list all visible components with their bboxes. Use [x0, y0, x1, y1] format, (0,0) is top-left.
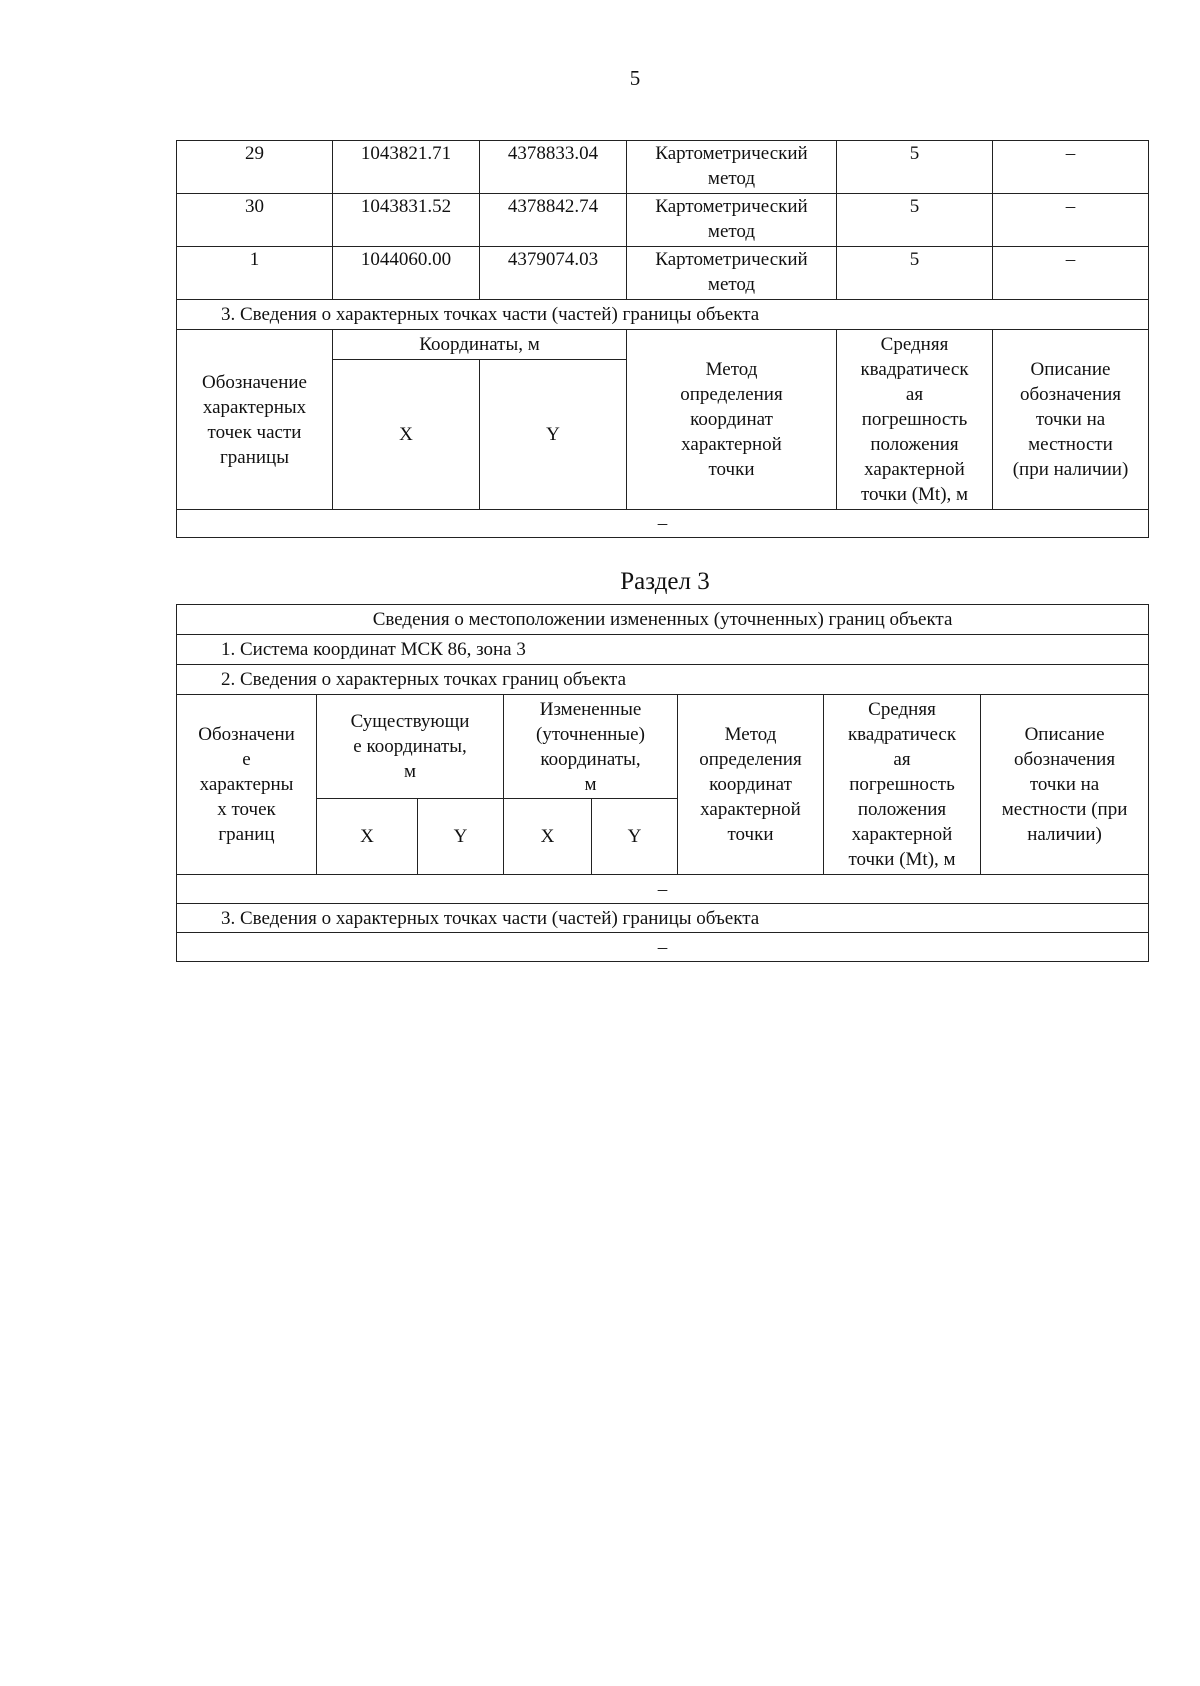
- table-row: [177, 875, 1149, 904]
- point-id-cell: 30: [177, 194, 333, 247]
- changed-y-header: Y: [592, 799, 678, 875]
- description-cell: –: [993, 141, 1149, 194]
- part-heading: 3. Сведения о характерных точках части (частей) границы объекта: [177, 904, 1149, 933]
- designation-header: Обозначени е характерны х точек границ: [177, 695, 317, 875]
- existing-x-header: X: [317, 799, 418, 875]
- part-heading: 3. Сведения о характерных точках части (частей) границы объекта: [177, 300, 1149, 330]
- coordinate-system: 1. Система координат МСК 86, зона 3: [177, 635, 1149, 665]
- section-title: Раздел 3: [620, 568, 710, 595]
- header-row: [177, 695, 1149, 799]
- description-header: Описание обозначения точки на местности (при наличии): [993, 330, 1149, 510]
- description-header: Описание обозначения точки на местности (при наличии): [981, 695, 1149, 875]
- method-header: Метод определения координат характерной точки: [627, 330, 837, 510]
- error-cell: 5: [837, 247, 993, 300]
- y-coordinate-cell: 4379074.03: [480, 247, 627, 300]
- heading-row: [177, 635, 1149, 665]
- table-row: [177, 141, 1149, 194]
- error-cell: 5: [837, 141, 993, 194]
- empty-row-dash: –: [177, 510, 1149, 538]
- error-header: Средняя квадратическ ая погрешность положения характерной точки (Mt), м: [824, 695, 981, 875]
- table-row: [177, 510, 1149, 538]
- method-cell: Картометрический метод: [627, 141, 837, 194]
- y-coordinate-cell: 4378842.74: [480, 194, 627, 247]
- section-heading: Сведения о местоположении измененных (уточненных) границ объекта: [177, 605, 1149, 635]
- changed-boundaries-table: [176, 604, 1149, 962]
- method-cell: Картометрический метод: [627, 194, 837, 247]
- x-header: X: [333, 360, 480, 510]
- heading-row: [177, 665, 1149, 695]
- table-row: [177, 933, 1149, 962]
- empty-row-dash: –: [177, 875, 1149, 904]
- point-id-cell: 1: [177, 247, 333, 300]
- x-coordinate-cell: 1043821.71: [333, 141, 480, 194]
- table-row: [177, 194, 1149, 247]
- point-id-cell: 29: [177, 141, 333, 194]
- y-coordinate-cell: 4378833.04: [480, 141, 627, 194]
- x-coordinate-cell: 1043831.52: [333, 194, 480, 247]
- existing-coordinates-header: Существующи е координаты, м: [317, 695, 504, 799]
- description-cell: –: [993, 194, 1149, 247]
- points-heading: 2. Сведения о характерных точках границ объекта: [177, 665, 1149, 695]
- part-heading-row: [177, 300, 1149, 330]
- description-cell: –: [993, 247, 1149, 300]
- designation-header: Обозначение характерных точек части границы: [177, 330, 333, 510]
- existing-y-header: Y: [418, 799, 504, 875]
- method-header: Метод определения координат характерной точки: [678, 695, 824, 875]
- heading-row: [177, 605, 1149, 635]
- coordinates-header: Координаты, м: [333, 330, 627, 360]
- table-row: [177, 247, 1149, 300]
- empty-row-dash: –: [177, 933, 1149, 962]
- changed-x-header: X: [504, 799, 592, 875]
- boundary-points-table: [176, 140, 1149, 538]
- heading-row: [177, 904, 1149, 933]
- x-coordinate-cell: 1044060.00: [333, 247, 480, 300]
- header-row: [177, 330, 1149, 360]
- error-cell: 5: [837, 194, 993, 247]
- changed-coordinates-header: Измененные (уточненные) координаты, м: [504, 695, 678, 799]
- error-header: Средняя квадратическ ая погрешность положения характерной точки (Mt), м: [837, 330, 993, 510]
- method-cell: Картометрический метод: [627, 247, 837, 300]
- page-number: 5: [629, 66, 641, 90]
- y-header: Y: [480, 360, 627, 510]
